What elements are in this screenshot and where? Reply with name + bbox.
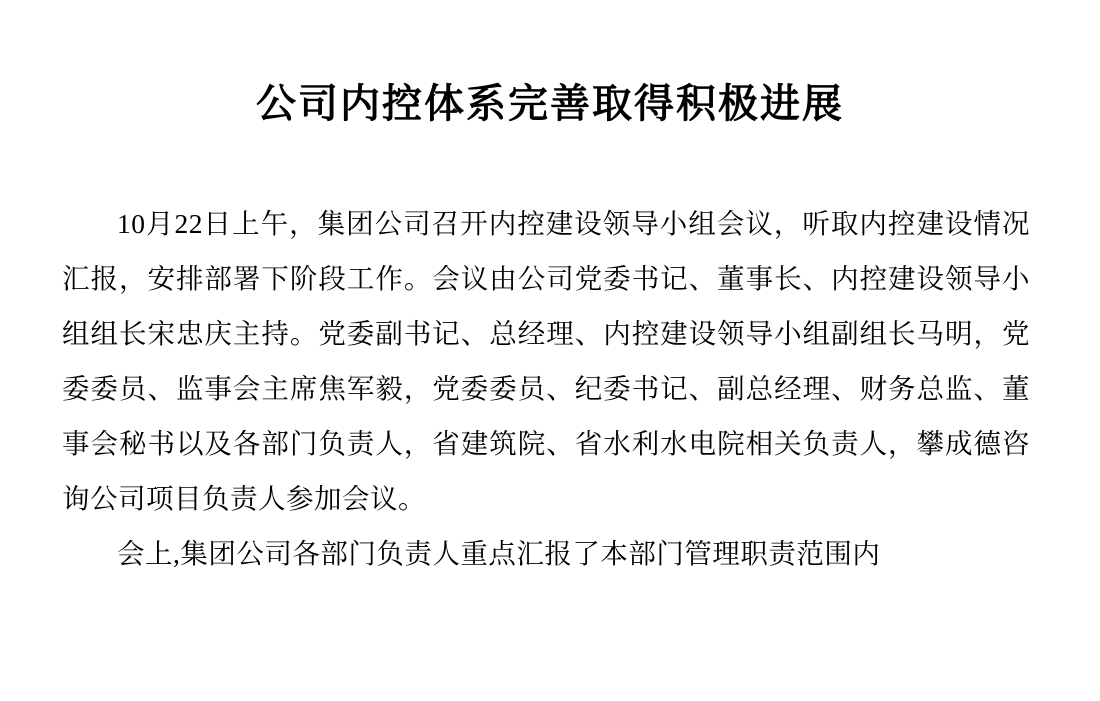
paragraph: 10月22日上午，集团公司召开内控建设领导小组会议，听取内控建设情况汇报，安排部署下阶段工作。会议由公司党委书记、董事长、内控建设领导小组组长宋忠庆主持。党委副书记、总经理、内控建设领导小组副组长马明，党委委员、监事会主席焦军毅，党委委员、纪委书记、副总经理、财务总监、董事会秘书以及各部门负责人，省建筑院、省水利水电院相关负责人，攀成德咨询公司项目负责人参加会议。 [62, 208, 1030, 514]
document-body [0, 196, 1100, 581]
page-title: 公司内控体系完善取得积极进展 [256, 81, 844, 126]
paragraph: 会上,集团公司各部门负责人重点汇报了本部门管理职责范围内 [117, 538, 881, 569]
